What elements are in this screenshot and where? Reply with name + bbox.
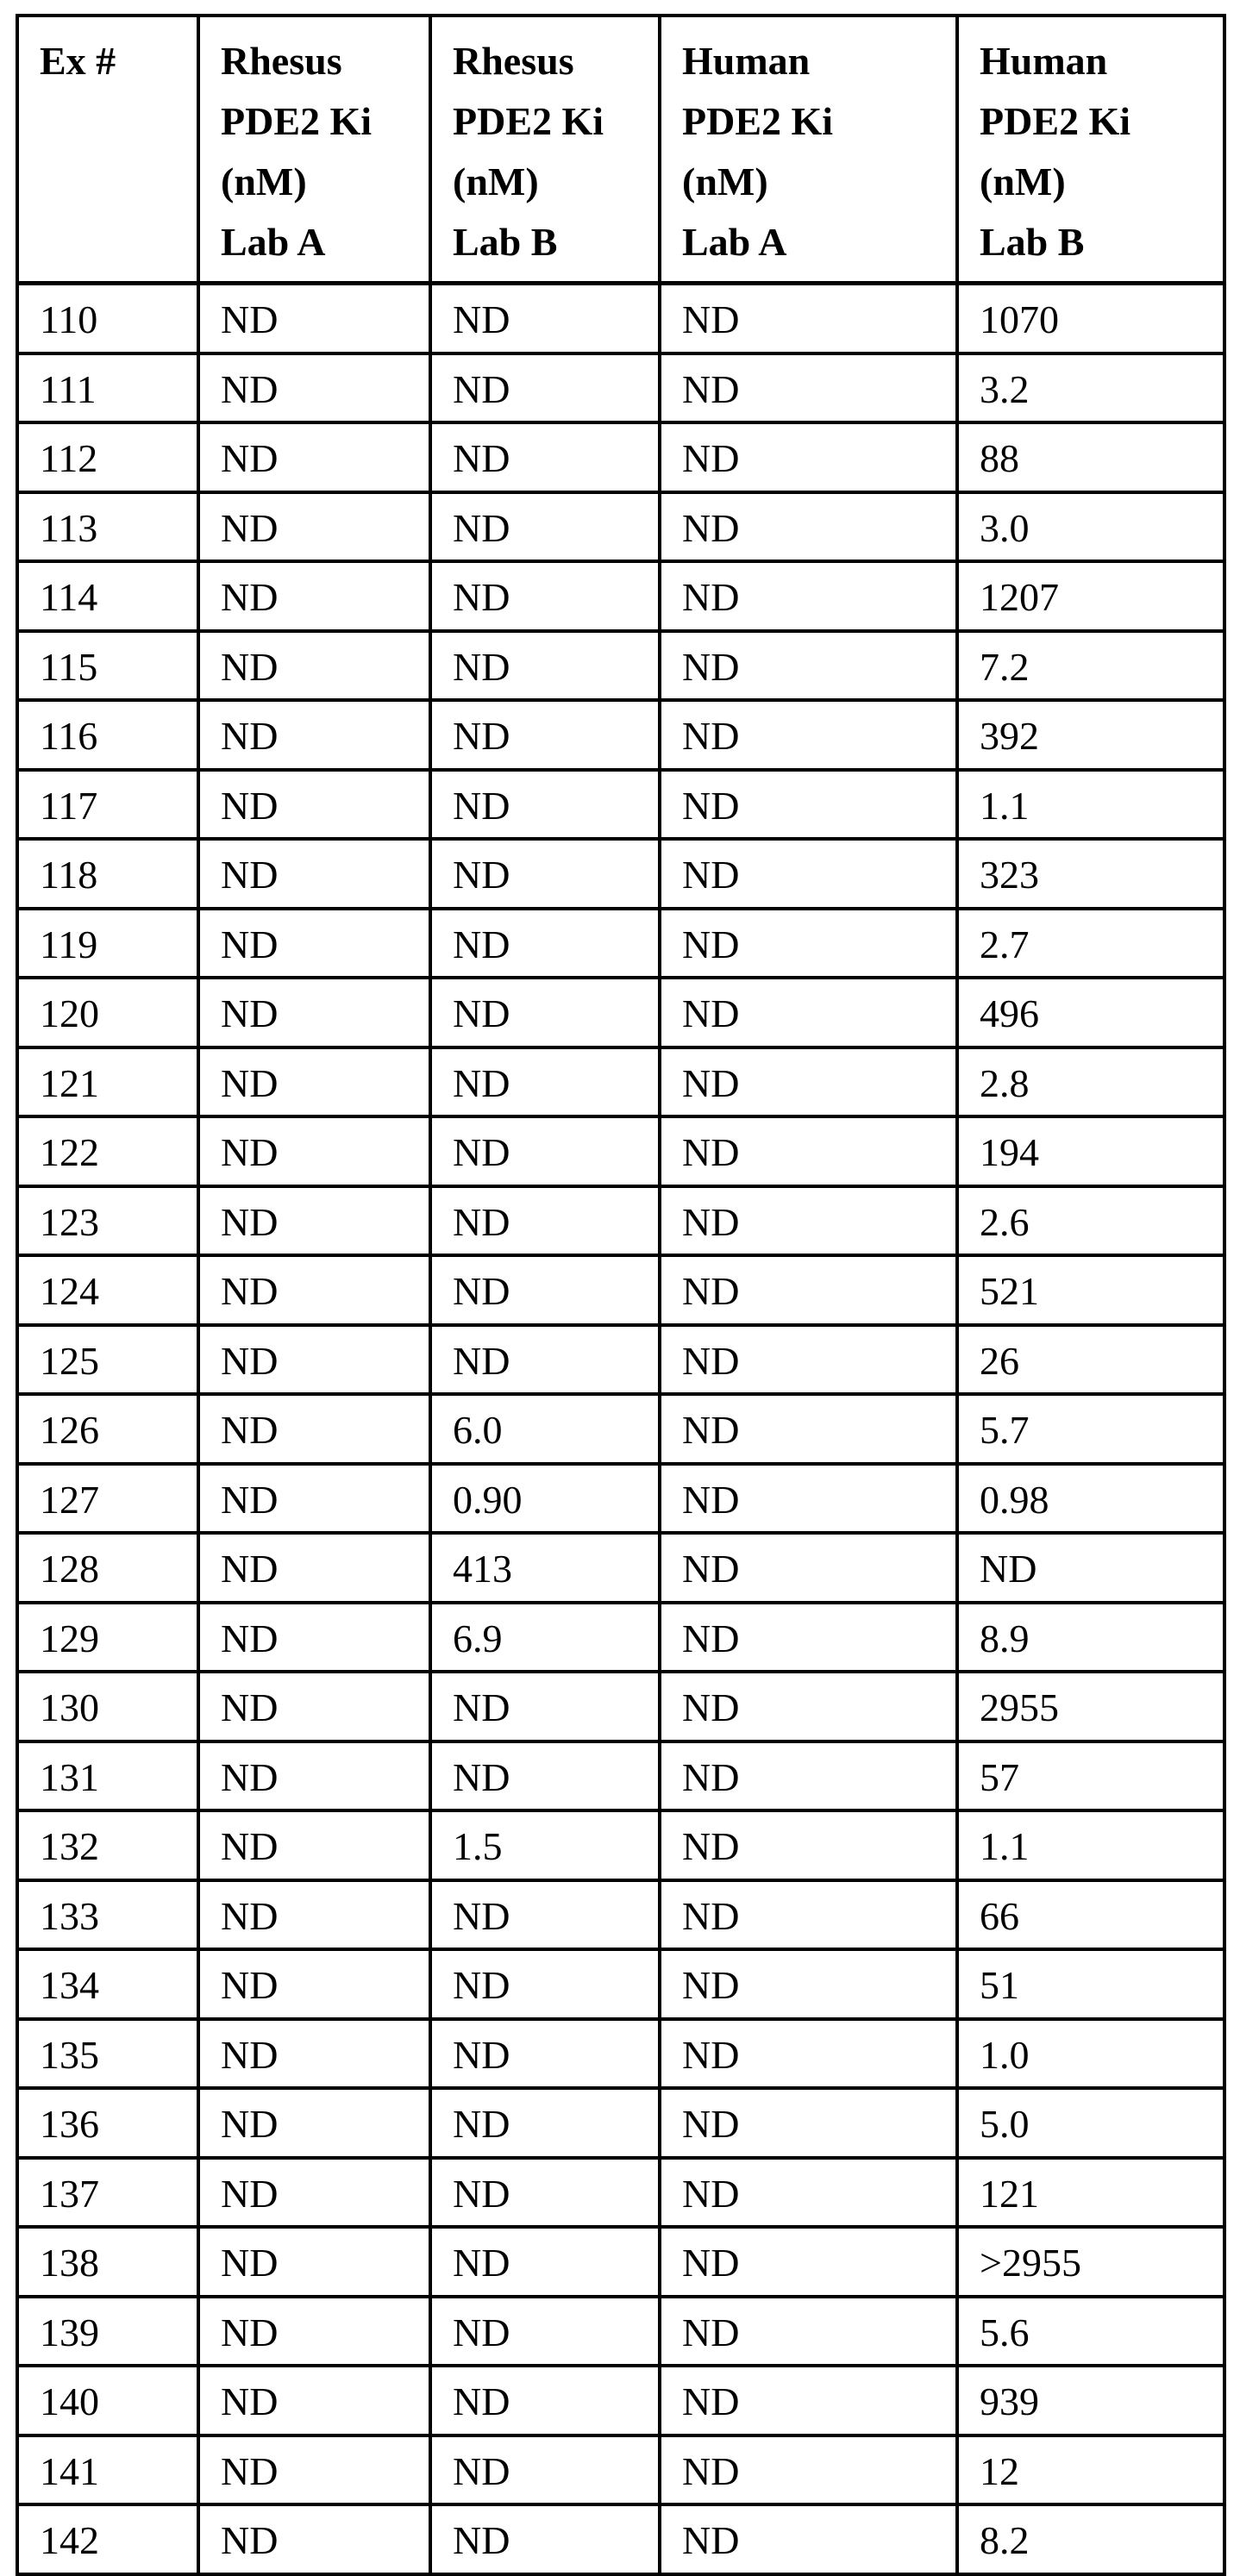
ki-value-cell: 6.9 <box>430 1603 660 1673</box>
header-line: (nM) <box>221 159 307 203</box>
ki-value-cell: ND <box>660 2366 957 2435</box>
ki-value-cell: ND <box>430 2435 660 2505</box>
ki-value-cell: ND <box>660 631 957 701</box>
ki-value-cell: ND <box>430 770 660 840</box>
header-line: PDE2 Ki <box>453 99 604 143</box>
ki-value-cell: ND <box>660 2504 957 2574</box>
header-line: Lab B <box>453 220 558 264</box>
table-row <box>17 1116 1224 1186</box>
ki-value-cell: ND <box>430 1949 660 2019</box>
table-row <box>17 1533 1224 1603</box>
header-line: (nM) <box>980 159 1066 203</box>
ex-number-cell: 140 <box>17 2366 198 2435</box>
ki-value-cell: ND <box>660 1325 957 1395</box>
ki-value-cell: ND <box>430 561 660 631</box>
ki-value-cell: ND <box>660 1394 957 1464</box>
table-row <box>17 2504 1224 2574</box>
ex-number-cell: 141 <box>17 2435 198 2505</box>
ki-value-cell: ND <box>430 1116 660 1186</box>
ki-value-cell: ND <box>660 1255 957 1325</box>
table-row <box>17 700 1224 770</box>
ki-value-cell: ND <box>660 2158 957 2228</box>
ex-number-cell: 128 <box>17 1533 198 1603</box>
ki-value-cell: ND <box>430 1186 660 1256</box>
header-line: PDE2 Ki <box>682 99 834 143</box>
ki-value-cell: ND <box>660 1741 957 1811</box>
ki-value-cell: ND <box>430 1255 660 1325</box>
ki-value-cell: ND <box>198 2435 430 2505</box>
table-body <box>17 284 1224 2574</box>
ex-number-cell: 110 <box>17 284 198 353</box>
table-row <box>17 2019 1224 2089</box>
ki-value-cell: ND <box>660 1672 957 1741</box>
ki-value-cell: 0.98 <box>957 1464 1224 1534</box>
ki-value-cell: ND <box>198 1394 430 1464</box>
ex-number-cell: 130 <box>17 1672 198 1741</box>
ki-value-cell: ND <box>198 1047 430 1117</box>
ki-value-cell: 1.5 <box>430 1810 660 1880</box>
ki-value-cell: ND <box>198 2227 430 2297</box>
ki-value-cell: ND <box>198 561 430 631</box>
ki-value-cell: 2.8 <box>957 1047 1224 1117</box>
ki-value-cell: >2955 <box>957 2227 1224 2297</box>
column-header-human-lab-a <box>660 16 957 284</box>
ki-value-cell: 2.7 <box>957 909 1224 979</box>
ki-value-cell: ND <box>198 2158 430 2228</box>
ex-number-cell: 113 <box>17 492 198 562</box>
ki-value-cell: ND <box>660 2088 957 2158</box>
ki-value-cell: ND <box>660 909 957 979</box>
ki-value-cell: ND <box>198 422 430 492</box>
ki-value-cell: ND <box>430 631 660 701</box>
ki-value-cell: ND <box>660 2297 957 2367</box>
ki-value-cell: ND <box>430 2297 660 2367</box>
ex-number-cell: 131 <box>17 1741 198 1811</box>
ki-value-cell: ND <box>660 700 957 770</box>
ki-value-cell: 6.0 <box>430 1394 660 1464</box>
ex-number-cell: 115 <box>17 631 198 701</box>
ex-number-cell: 117 <box>17 770 198 840</box>
ki-value-cell: ND <box>660 1880 957 1950</box>
ki-value-cell: ND <box>430 909 660 979</box>
ki-value-cell: ND <box>198 2366 430 2435</box>
ex-number-cell: 126 <box>17 1394 198 1464</box>
ki-value-cell: ND <box>198 2504 430 2574</box>
ki-value-cell: 121 <box>957 2158 1224 2228</box>
ex-number-cell: 118 <box>17 839 198 909</box>
ki-value-cell: ND <box>660 1116 957 1186</box>
ki-value-cell: ND <box>198 1741 430 1811</box>
ki-value-cell: ND <box>198 1325 430 1395</box>
ki-value-cell: ND <box>198 1603 430 1673</box>
ex-number-cell: 139 <box>17 2297 198 2367</box>
ex-number-cell: 132 <box>17 1810 198 1880</box>
ki-value-cell: ND <box>430 2227 660 2297</box>
ki-value-cell: ND <box>430 1741 660 1811</box>
ki-value-cell: 1070 <box>957 284 1224 353</box>
ki-value-cell: 939 <box>957 2366 1224 2435</box>
header-line: PDE2 Ki <box>221 99 373 143</box>
ex-number-cell: 122 <box>17 1116 198 1186</box>
ki-value-cell: ND <box>660 770 957 840</box>
ki-value-cell: ND <box>660 1949 957 2019</box>
ki-value-cell: 1.0 <box>957 2019 1224 2089</box>
header-line: (nM) <box>682 159 768 203</box>
ki-value-cell: ND <box>198 1880 430 1950</box>
ki-value-cell: 8.2 <box>957 2504 1224 2574</box>
table-row <box>17 978 1224 1047</box>
column-header-human-lab-b <box>957 16 1224 284</box>
ki-value-cell: 323 <box>957 839 1224 909</box>
ki-value-cell: ND <box>660 284 957 353</box>
table-row <box>17 1949 1224 2019</box>
ki-value-cell: 57 <box>957 1741 1224 1811</box>
ki-value-cell: 496 <box>957 978 1224 1047</box>
column-header-rhesus-lab-b <box>430 16 660 284</box>
ki-value-cell: ND <box>660 492 957 562</box>
column-header-rhesus-lab-a <box>198 16 430 284</box>
ki-value-cell: ND <box>430 839 660 909</box>
ki-value-cell: ND <box>198 1255 430 1325</box>
ki-value-cell: 51 <box>957 1949 1224 2019</box>
table-row <box>17 492 1224 562</box>
table-row <box>17 1741 1224 1811</box>
ki-value-cell: 88 <box>957 422 1224 492</box>
ki-value-cell: ND <box>198 909 430 979</box>
header-line: Ex # <box>40 39 116 83</box>
ki-value-cell: ND <box>660 978 957 1047</box>
ki-value-cell: ND <box>198 1116 430 1186</box>
ki-value-cell: ND <box>660 1047 957 1117</box>
header-line: PDE2 Ki <box>980 99 1131 143</box>
ex-number-cell: 124 <box>17 1255 198 1325</box>
ki-value-cell: 392 <box>957 700 1224 770</box>
ex-number-cell: 142 <box>17 2504 198 2574</box>
ki-value-cell: ND <box>198 1464 430 1534</box>
table-row <box>17 770 1224 840</box>
ki-value-cell: ND <box>198 2088 430 2158</box>
ex-number-cell: 135 <box>17 2019 198 2089</box>
table-row <box>17 561 1224 631</box>
header-line: Human <box>980 39 1108 83</box>
ex-number-cell: 111 <box>17 353 198 423</box>
ex-number-cell: 137 <box>17 2158 198 2228</box>
table-row <box>17 1464 1224 1534</box>
ki-value-cell: ND <box>660 422 957 492</box>
ki-value-cell: 66 <box>957 1880 1224 1950</box>
ki-value-cell: ND <box>430 1672 660 1741</box>
ki-value-cell: ND <box>198 1186 430 1256</box>
ki-value-cell: ND <box>198 700 430 770</box>
ki-value-cell: ND <box>430 2088 660 2158</box>
ki-value-cell: ND <box>198 284 430 353</box>
ex-number-cell: 114 <box>17 561 198 631</box>
header-line: Lab A <box>682 220 787 264</box>
ki-value-cell: ND <box>198 978 430 1047</box>
ki-value-cell: ND <box>660 1810 957 1880</box>
table-row <box>17 353 1224 423</box>
ki-value-cell: ND <box>198 2297 430 2367</box>
ex-number-cell: 116 <box>17 700 198 770</box>
table-row <box>17 1255 1224 1325</box>
ki-value-cell: ND <box>957 1533 1224 1603</box>
ki-value-cell: ND <box>198 1949 430 2019</box>
ki-value-cell: 2.6 <box>957 1186 1224 1256</box>
table-row <box>17 1394 1224 1464</box>
header-line: (nM) <box>453 159 539 203</box>
ki-value-cell: ND <box>660 561 957 631</box>
column-header-ex-number <box>17 16 198 284</box>
ki-value-cell: ND <box>198 1810 430 1880</box>
ki-value-cell: 12 <box>957 2435 1224 2505</box>
ki-value-cell: ND <box>430 284 660 353</box>
ki-value-cell: 8.9 <box>957 1603 1224 1673</box>
ki-value-cell: ND <box>660 1464 957 1534</box>
ki-value-cell: ND <box>660 1533 957 1603</box>
header-row <box>17 16 1224 284</box>
ex-number-cell: 136 <box>17 2088 198 2158</box>
ki-value-cell: ND <box>430 2158 660 2228</box>
ex-number-cell: 127 <box>17 1464 198 1534</box>
ex-number-cell: 112 <box>17 422 198 492</box>
table-row <box>17 2088 1224 2158</box>
ex-number-cell: 133 <box>17 1880 198 1950</box>
table-row <box>17 1810 1224 1880</box>
header-line: Human <box>682 39 811 83</box>
ex-number-cell: 134 <box>17 1949 198 2019</box>
ki-value-cell: ND <box>430 1880 660 1950</box>
ki-value-cell: ND <box>430 2366 660 2435</box>
table-row <box>17 909 1224 979</box>
table-row <box>17 839 1224 909</box>
table-row <box>17 2366 1224 2435</box>
ki-value-cell: ND <box>198 1672 430 1741</box>
ki-value-cell: ND <box>198 770 430 840</box>
table-row <box>17 1603 1224 1673</box>
table-row <box>17 2227 1224 2297</box>
ki-value-cell: ND <box>430 353 660 423</box>
table-header <box>17 16 1224 284</box>
ki-value-cell: ND <box>660 2227 957 2297</box>
table-row <box>17 2297 1224 2367</box>
ki-value-cell: ND <box>660 2019 957 2089</box>
header-line: Rhesus <box>221 39 342 83</box>
ki-value-cell: 26 <box>957 1325 1224 1395</box>
ki-value-cell: 7.2 <box>957 631 1224 701</box>
table-row <box>17 1880 1224 1950</box>
ki-value-cell: 5.7 <box>957 1394 1224 1464</box>
header-line: Lab A <box>221 220 326 264</box>
ki-value-cell: 1.1 <box>957 770 1224 840</box>
ki-value-cell: ND <box>430 1047 660 1117</box>
header-line: Rhesus <box>453 39 574 83</box>
ki-value-cell: ND <box>430 2504 660 2574</box>
ki-value-cell: ND <box>198 492 430 562</box>
ki-value-cell: 0.90 <box>430 1464 660 1534</box>
ki-value-cell: ND <box>198 1533 430 1603</box>
ex-number-cell: 123 <box>17 1186 198 1256</box>
ki-value-cell: 5.0 <box>957 2088 1224 2158</box>
table-row <box>17 1186 1224 1256</box>
ki-value-cell: ND <box>198 631 430 701</box>
ki-value-cell: ND <box>430 422 660 492</box>
ki-value-cell: 413 <box>430 1533 660 1603</box>
ex-number-cell: 121 <box>17 1047 198 1117</box>
ex-number-cell: 125 <box>17 1325 198 1395</box>
ki-value-cell: ND <box>660 353 957 423</box>
ki-value-cell: 194 <box>957 1116 1224 1186</box>
ex-number-cell: 120 <box>17 978 198 1047</box>
ki-value-cell: ND <box>430 492 660 562</box>
ex-number-cell: 129 <box>17 1603 198 1673</box>
ki-value-cell: 1.1 <box>957 1810 1224 1880</box>
table-row <box>17 2158 1224 2228</box>
ki-value-cell: 521 <box>957 1255 1224 1325</box>
ki-value-cell: ND <box>660 1603 957 1673</box>
ki-value-cell: ND <box>430 978 660 1047</box>
ex-number-cell: 138 <box>17 2227 198 2297</box>
ki-value-cell: ND <box>660 1186 957 1256</box>
ki-value-cell: ND <box>198 353 430 423</box>
ex-number-cell: 119 <box>17 909 198 979</box>
ki-value-cell: 3.0 <box>957 492 1224 562</box>
ki-value-cell: ND <box>198 2019 430 2089</box>
table-row <box>17 2435 1224 2505</box>
table-row <box>17 284 1224 353</box>
ki-value-cell: ND <box>660 2435 957 2505</box>
ki-value-cell: 1207 <box>957 561 1224 631</box>
table-row <box>17 1672 1224 1741</box>
table-row <box>17 422 1224 492</box>
ki-value-cell: ND <box>430 700 660 770</box>
table-row <box>17 1325 1224 1395</box>
ki-value-cell: ND <box>198 839 430 909</box>
ki-value-cell: ND <box>660 839 957 909</box>
table-row <box>17 631 1224 701</box>
ki-value-cell: 2955 <box>957 1672 1224 1741</box>
table-row <box>17 1047 1224 1117</box>
ki-value-cell: 5.6 <box>957 2297 1224 2367</box>
header-line: Lab B <box>980 220 1085 264</box>
ki-value-cell: ND <box>430 1325 660 1395</box>
ki-value-cell: ND <box>430 2019 660 2089</box>
ki-value-cell: 3.2 <box>957 353 1224 423</box>
pde2-ki-table <box>16 14 1226 2576</box>
